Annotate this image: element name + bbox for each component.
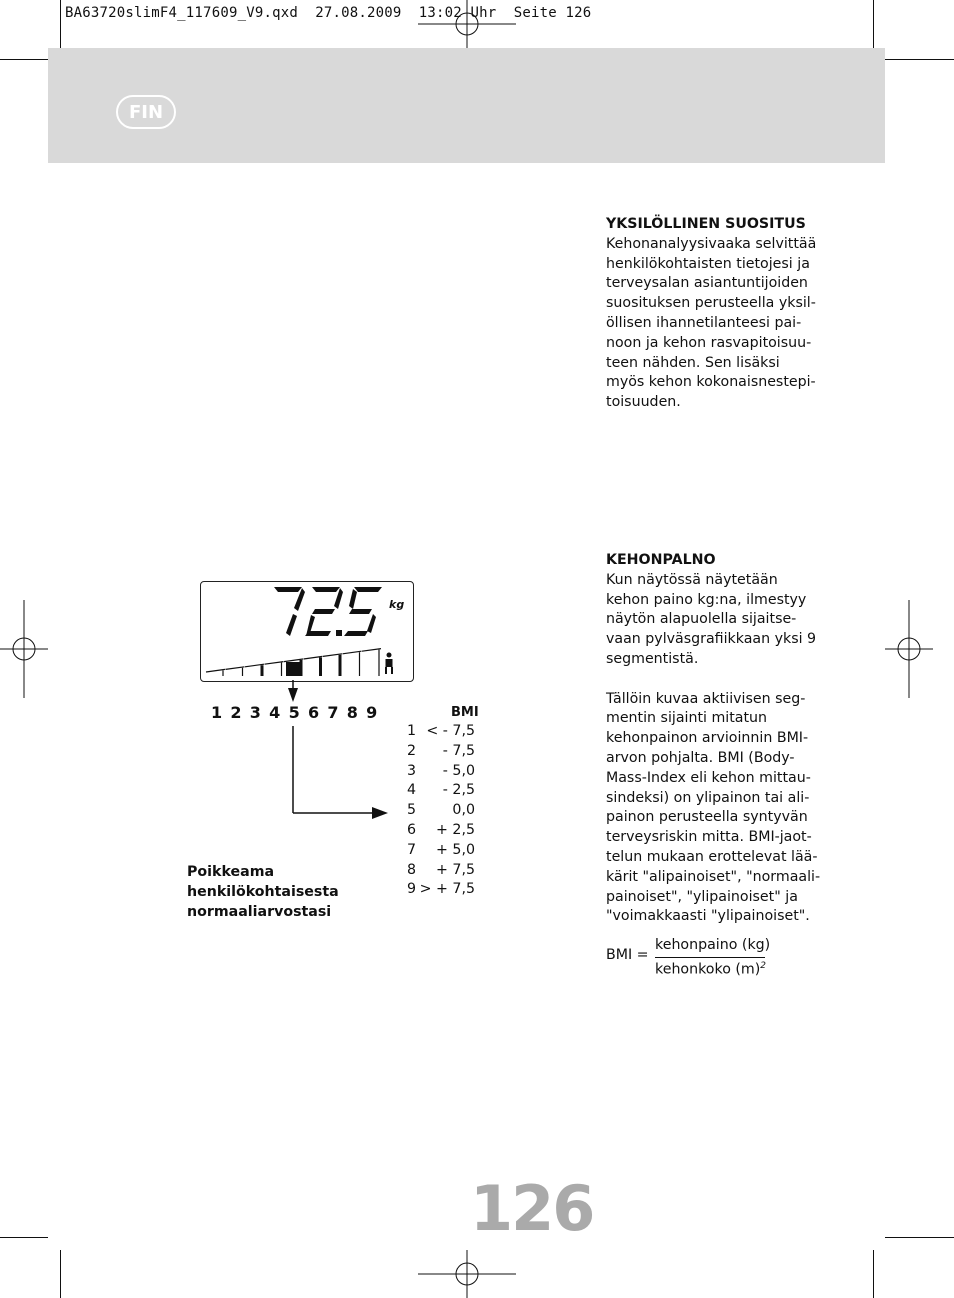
bmi-deviation-value: < - 7,5: [426, 723, 475, 739]
crop-mark: [873, 0, 874, 48]
caption-line: normaaliarvostasi: [187, 904, 332, 920]
segment-index: 7: [407, 841, 417, 858]
page-number: 126: [470, 1172, 594, 1245]
segment-index: 5: [407, 802, 417, 819]
registration-mark-right: [885, 600, 933, 698]
section-body-weight: [606, 551, 821, 927]
section-heading: KEHONPALNO: [606, 552, 716, 568]
text-line: painoiset", "ylipainoiset" ja: [606, 888, 798, 905]
segment-number: 1: [211, 703, 223, 722]
bmi-formula-denominator: kehonkoko $(m)^2$: [655, 961, 767, 978]
bmi-table-title: BMI: [451, 705, 479, 720]
bmi-table-row: [407, 782, 475, 802]
segment-arrow: [280, 680, 400, 825]
bmi-deviation-value: - 7,5: [442, 742, 475, 759]
bmi-formula-numerator: kehonpaino (kg): [655, 937, 771, 953]
crop-mark: [873, 1250, 874, 1298]
text-line: teen nähden. Sen lisäksi: [606, 354, 780, 371]
bmi-deviation-value: - 5,0: [442, 762, 475, 779]
bmi-formula-lhs: BMI =: [606, 947, 649, 963]
crop-mark: [60, 0, 61, 48]
text-line: Kehonanalyysivaaka selvittää: [606, 235, 817, 252]
bmi-deviation-value: + 5,0: [436, 841, 475, 858]
section-personal-recommendation: [606, 215, 821, 413]
text-line: arvon pohjalta. BMI (Body-: [606, 749, 795, 766]
text-line: Tällöin kuvaa aktiivisen seg-: [606, 690, 806, 707]
segment-index: 4: [407, 782, 417, 799]
crop-mark: [0, 59, 48, 60]
crop-mark: [60, 1250, 61, 1298]
segment-number: 7: [327, 703, 339, 722]
text-line: terveysalan asiantuntijoiden: [606, 275, 808, 292]
segment-index: 8: [407, 861, 417, 878]
text-line: kärit "alipainoiset", "normaali-: [606, 868, 821, 885]
registration-mark-top: [418, 0, 516, 48]
text-line: sindeksi) on ylipainon tai ali-: [606, 789, 810, 806]
lcd-unit: kg: [389, 598, 405, 611]
bmi-deviation-value: > + 7,5: [419, 881, 475, 898]
segment-number: 6: [307, 703, 320, 722]
fraction-bar: [655, 957, 765, 958]
lcd-active-segment: [286, 662, 300, 676]
text-line: painon perusteella syntyvän: [606, 809, 808, 826]
registration-mark-left: [0, 600, 48, 698]
text-line: Kun näytössä näytetään: [606, 571, 778, 588]
deviation-caption: [187, 862, 407, 922]
language-badge: FIN: [116, 95, 176, 129]
segment-index: 1: [407, 723, 417, 739]
segment-index: 2: [407, 742, 417, 759]
text-line: henkilökohtaisten tietojesi ja: [606, 255, 810, 272]
bmi-deviation-value: - 2,5: [442, 782, 475, 799]
text-line: kehon paino kg:na, ilmestyy: [606, 591, 807, 608]
lcd-segment-top-line: [206, 669, 225, 672]
registration-mark-bottom: [418, 1250, 516, 1298]
section-heading: YKSILÖLLINEN SUOSITUS: [606, 216, 806, 232]
segment-index: 9: [407, 881, 417, 898]
person-icon: [386, 659, 393, 667]
section-paragraph: [606, 690, 821, 928]
text-line: Mass-Index eli kehon mittau-: [606, 769, 811, 786]
text-line: noon ja kehon rasvapitoisuu-: [606, 334, 812, 351]
print-slug: BA63720slimF4_117609_V9.qxd 27.08.2009 13:02 Uhr Seite 126: [65, 5, 592, 21]
lcd-segment-top-line: [362, 649, 381, 652]
caption-line: Poikkeama henkilökohtaisesta: [187, 864, 339, 900]
segment-index: 3: [407, 762, 417, 779]
text-line: suosituksen perusteella yksil-: [606, 295, 816, 312]
text-line: öllisen ihannetilanteesi pai-: [606, 314, 802, 331]
bmi-table-row: [407, 822, 475, 842]
text-line: vaan pylväsgrafiikkaan yksi 9: [606, 631, 817, 648]
section-paragraph: [606, 571, 821, 670]
segment-number: 3: [249, 703, 261, 722]
section-body: [606, 235, 821, 413]
lcd-segment-top-line: [226, 667, 245, 670]
bmi-deviation-value: + 7,5: [436, 861, 475, 878]
lcd-segment-bar-graph: [200, 640, 412, 680]
person-icon: [387, 653, 392, 658]
text-line: kehonpainon arvioinnin BMI-: [606, 730, 809, 747]
text-line: segmentistä.: [606, 650, 699, 667]
bmi-table-row: [407, 802, 475, 822]
bmi-table-row: [407, 723, 475, 743]
bmi-table-row: [407, 862, 475, 882]
segment-number: 5: [288, 703, 300, 722]
text-line: näytön alapuolella sijaitse-: [606, 611, 797, 628]
text-line: terveysriskin mitta. BMI-jaot-: [606, 829, 812, 846]
segment-number: 8: [346, 703, 358, 722]
segment-number: 4: [269, 703, 281, 722]
text-line: "voimakkaasti "ylipainoiset".: [606, 908, 810, 925]
lcd-weight-digits: [268, 584, 386, 640]
bmi-table-row: [407, 881, 475, 901]
bmi-table-row: [407, 743, 475, 763]
bmi-table-row: [407, 763, 475, 783]
segment-number: 9: [366, 703, 378, 722]
text-line: toisuuden.: [606, 394, 681, 411]
crop-mark: [0, 1237, 48, 1238]
text-line: myös kehon kokonaisnestepi-: [606, 374, 816, 391]
crop-mark: [885, 1237, 954, 1238]
segment-number: 2: [230, 703, 242, 722]
bmi-deviation-value: 0,0: [452, 802, 475, 819]
lcd-segment-top-line: [343, 651, 362, 654]
text-line: mentin sijainti mitatun: [606, 710, 768, 727]
person-icon: [386, 667, 392, 674]
bmi-deviation-value: + 2,5: [436, 822, 475, 838]
crop-mark: [885, 59, 954, 60]
bmi-table-row: [407, 842, 475, 862]
lcd-segment-top-line: [265, 662, 284, 665]
text-line: telun mukaan erottelevat lää-: [606, 848, 818, 865]
segment-index: 6: [407, 822, 417, 838]
